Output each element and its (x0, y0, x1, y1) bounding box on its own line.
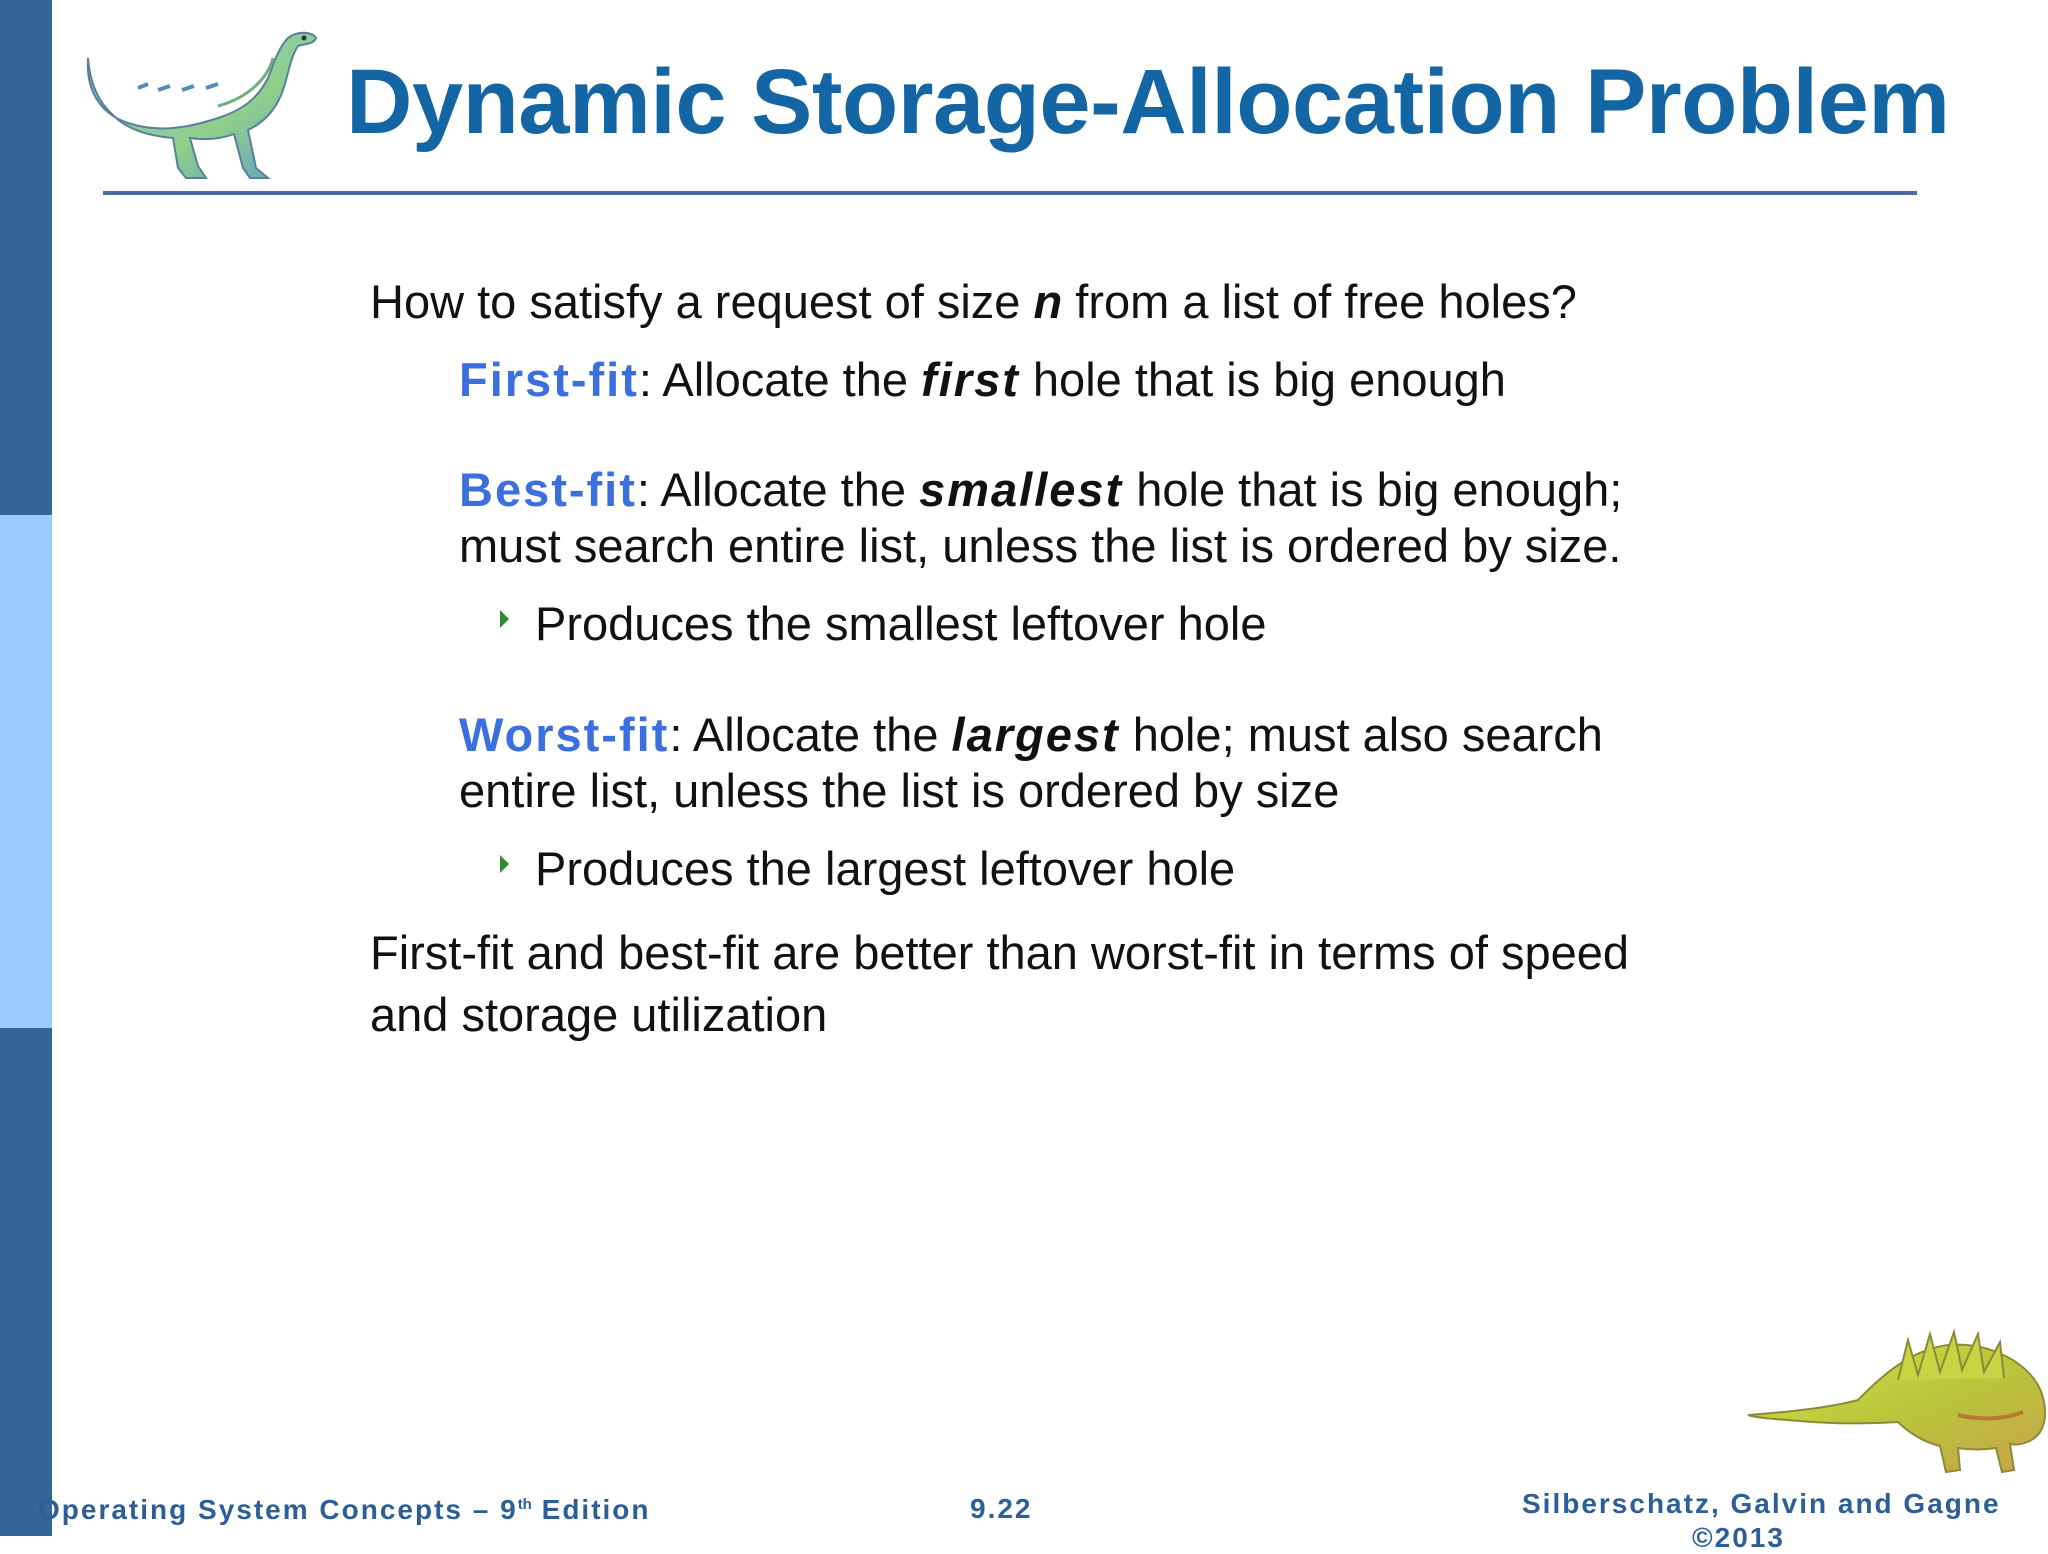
first-fit-colon: : Allocate the (638, 353, 922, 406)
first-fit-rest: hole that is big enough (1019, 353, 1506, 406)
conclusion-line1: First-fit and best-fit are better than worst-fit in terms of speed (370, 926, 1630, 979)
worst-fit-emphasis: largest (951, 708, 1120, 761)
footer-book-title-sup: th (517, 1496, 532, 1513)
bullet-arrow-icon (500, 855, 509, 873)
first-fit-line (459, 352, 1506, 408)
conclusion-line2: and storage utilization (370, 988, 828, 1041)
worst-fit-line2: entire list, unless the list is ordered by size (459, 764, 1340, 817)
worst-fit-rest: hole; must also search (1119, 708, 1603, 761)
footer-authors: Silberschatz, Galvin and Gagne (1522, 1488, 2001, 1519)
intro-text-after: from a list of free holes? (1062, 275, 1577, 328)
best-fit-rest: hole that is big enough; (1123, 463, 1623, 516)
dinosaur-bottom-icon (1748, 1320, 2048, 1490)
first-fit-emphasis: first (921, 353, 1020, 406)
bullet-arrow-icon (500, 610, 509, 628)
slide-title: Dynamic Storage-Allocation Problem (346, 51, 1950, 153)
best-fit-line2: must search entire list, unless the list is ordered by size. (459, 519, 1622, 572)
worst-fit-line (459, 707, 1603, 763)
best-fit-line (459, 462, 1622, 518)
worst-fit-term: Worst-fit (459, 708, 670, 761)
footer-book-title-main: Operating System Concepts – 9 (38, 1494, 518, 1525)
worst-fit-bullet: Produces the largest leftover hole (535, 842, 1236, 895)
footer-book-title (38, 1494, 651, 1526)
worst-fit-colon: : Allocate the (669, 708, 952, 761)
best-fit-emphasis: smallest (919, 463, 1124, 516)
intro-variable: n (1033, 275, 1063, 328)
best-fit-bullet: Produces the smallest leftover hole (535, 597, 1267, 650)
footer-copyright: ©2013 (1692, 1522, 1785, 1553)
intro-text-before: How to satisfy a request of size (370, 275, 1034, 328)
first-fit-term: First-fit (459, 353, 639, 406)
intro-line (370, 274, 1577, 330)
footer-book-title-end: Edition (531, 1494, 651, 1525)
best-fit-term: Best-fit (459, 463, 637, 516)
footer-page-number: 9.22 (970, 1493, 1033, 1524)
best-fit-colon: : Allocate the (636, 463, 920, 516)
